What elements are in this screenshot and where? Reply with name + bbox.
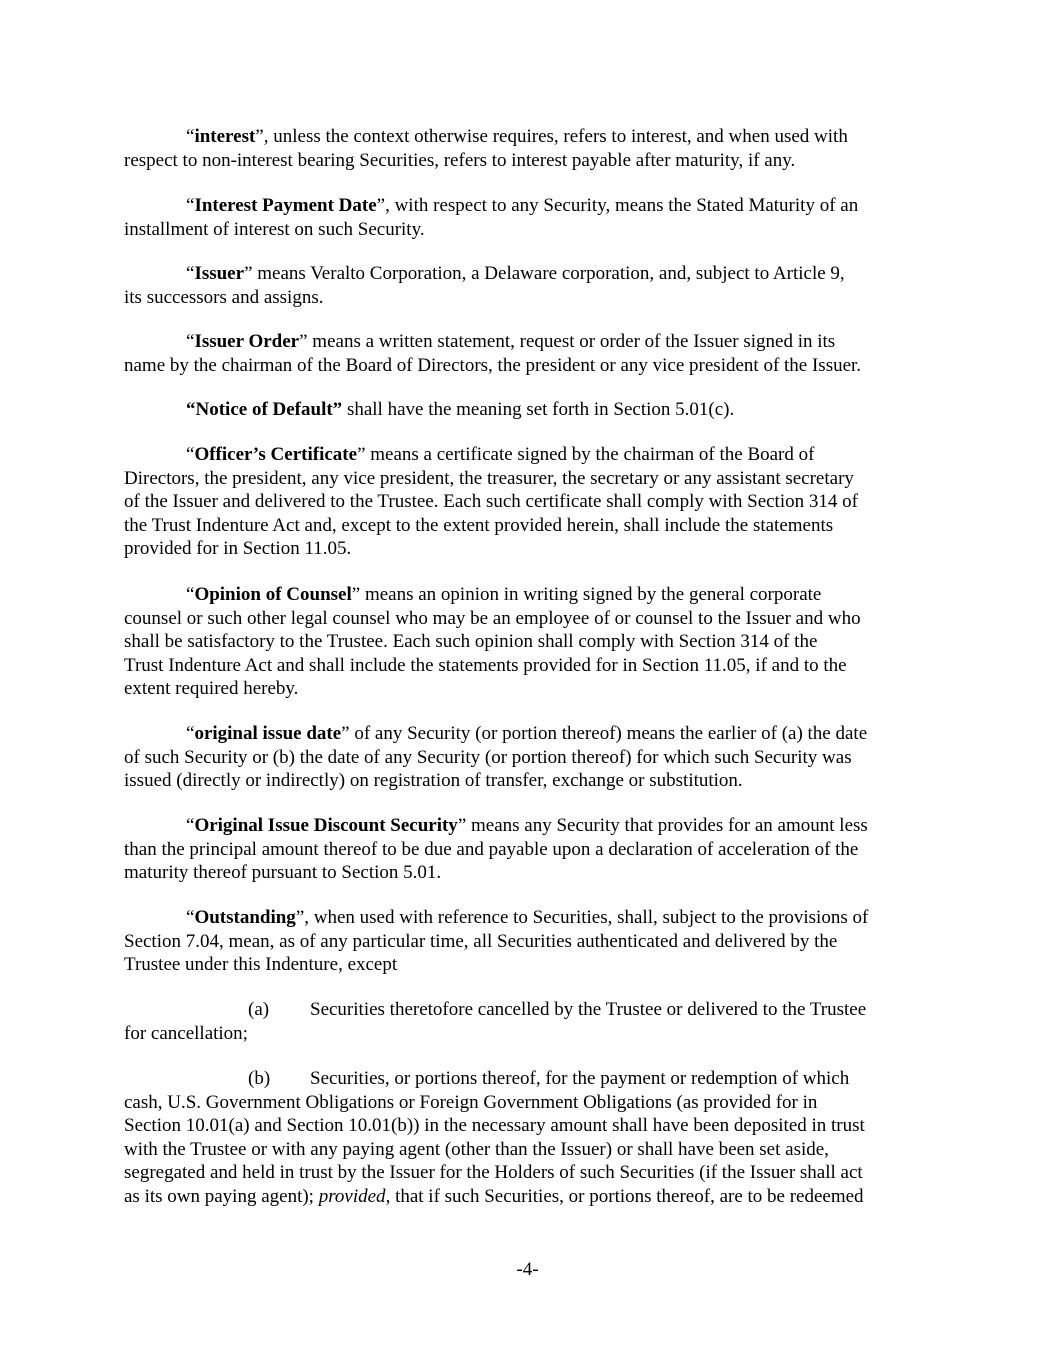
defined-term: Issuer <box>194 263 245 284</box>
provided-word: provided <box>318 1185 386 1207</box>
clause-label: (b) <box>248 1068 271 1089</box>
defined-term: Opinion of Counsel <box>194 584 352 605</box>
defined-term: Interest Payment Date <box>194 195 377 216</box>
definition-interest: “interest”, unless the context otherwise requires, refers to interest, and when used with respect to non-interest bearing Securities, refers to interest payable after maturity, if any. <box>124 126 848 171</box>
definition-opinion-of-counsel: “Opinion of Counsel” means an opinion in writing signed by the general corporate counsel or such other legal counsel who may be an employee of or counsel to the Issuer and who shall be satisfactory to the Trustee. Each such opinion shall comply with Section 314 of the Trust Indenture Act and shall include the statements provided for in Section 11.05, if and to the extent required hereby. <box>124 584 861 700</box>
definition-interest-payment-date: “Interest Payment Date”, with respect to any Security, means the Stated Maturity of an installment of interest on such Security. <box>124 195 859 240</box>
defined-term: interest <box>194 126 256 147</box>
page-number: -4- <box>516 1259 539 1280</box>
definition-issuer-order: “Issuer Order” means a written statement, request or order of the Issuer signed in its name by the chairman of the Board of Directors, the president or any vice president of the Issuer. <box>124 331 862 376</box>
defined-term: Outstanding <box>194 907 296 928</box>
clause-label: (a) <box>248 999 270 1020</box>
defined-term: “Notice of Default” <box>186 399 343 420</box>
definition-notice-of-default: “Notice of Default” shall have the meaning set forth in Section 5.01(c). <box>186 399 735 420</box>
definition-original-issue-date: “original issue date” of any Security (or portion thereof) means the earlier of (a) the date of such Security or (b) the date of any Security (or portion thereof) for which such Security was issued (directly or indirectly) on registration of transfer, exchange or substitution. <box>124 723 868 792</box>
definition-original-issue-discount-security: “Original Issue Discount Security” means any Security that provides for an amount less than the principal amount thereof to be due and payable upon a declaration of acceleration of the maturity thereof pursuant to Section 5.01. <box>124 815 868 884</box>
clause-b: (b) Securities, or portions thereof, for the payment or redemption of which cash, U.S. Government Obligations or Foreign Government Obligations (as provided for in Section 10.01(a) and Section 10.01(b)) in the necessary amount shall have been deposited in trust with the Trustee or with any paying agent (other than the Issuer) or shall have been set aside, segregated and held in trust by the Issuer for the Holders of such Securities (if the Issuer shall act as its own paying agent); provided, that if such Securities, or portions thereof, are to be redeemed <box>124 1068 865 1207</box>
clause-a: (a) Securities theretofore cancelled by the Trustee or delivered to the Trustee for cancellation; <box>124 999 867 1044</box>
defined-term: Original Issue Discount Security <box>194 815 458 836</box>
definition-issuer: “Issuer” means Veralto Corporation, a Delaware corporation, and, subject to Article 9, its successors and assigns. <box>124 263 845 308</box>
defined-term: original issue date <box>194 723 342 744</box>
definition-officers-certificate: “Officer’s Certificate” means a certificate signed by the chairman of the Board of Directors, the president, any vice president, the treasurer, the secretary or any assistant secretary of the Issuer and delivered to the Trustee. Each such certificate shall comply with Section 314 of the Trust Indenture Act and, except to the extent provided herein, shall include the statements provided for in Section 11.05. <box>124 444 858 560</box>
definition-outstanding: “Outstanding”, when used with reference to Securities, shall, subject to the provisions of Section 7.04, mean, as of any particular time, all Securities authenticated and delivered by the Trustee under this Indenture, except <box>124 907 869 976</box>
defined-term: Issuer Order <box>194 331 300 352</box>
defined-term: Officer’s Certificate <box>194 444 358 465</box>
